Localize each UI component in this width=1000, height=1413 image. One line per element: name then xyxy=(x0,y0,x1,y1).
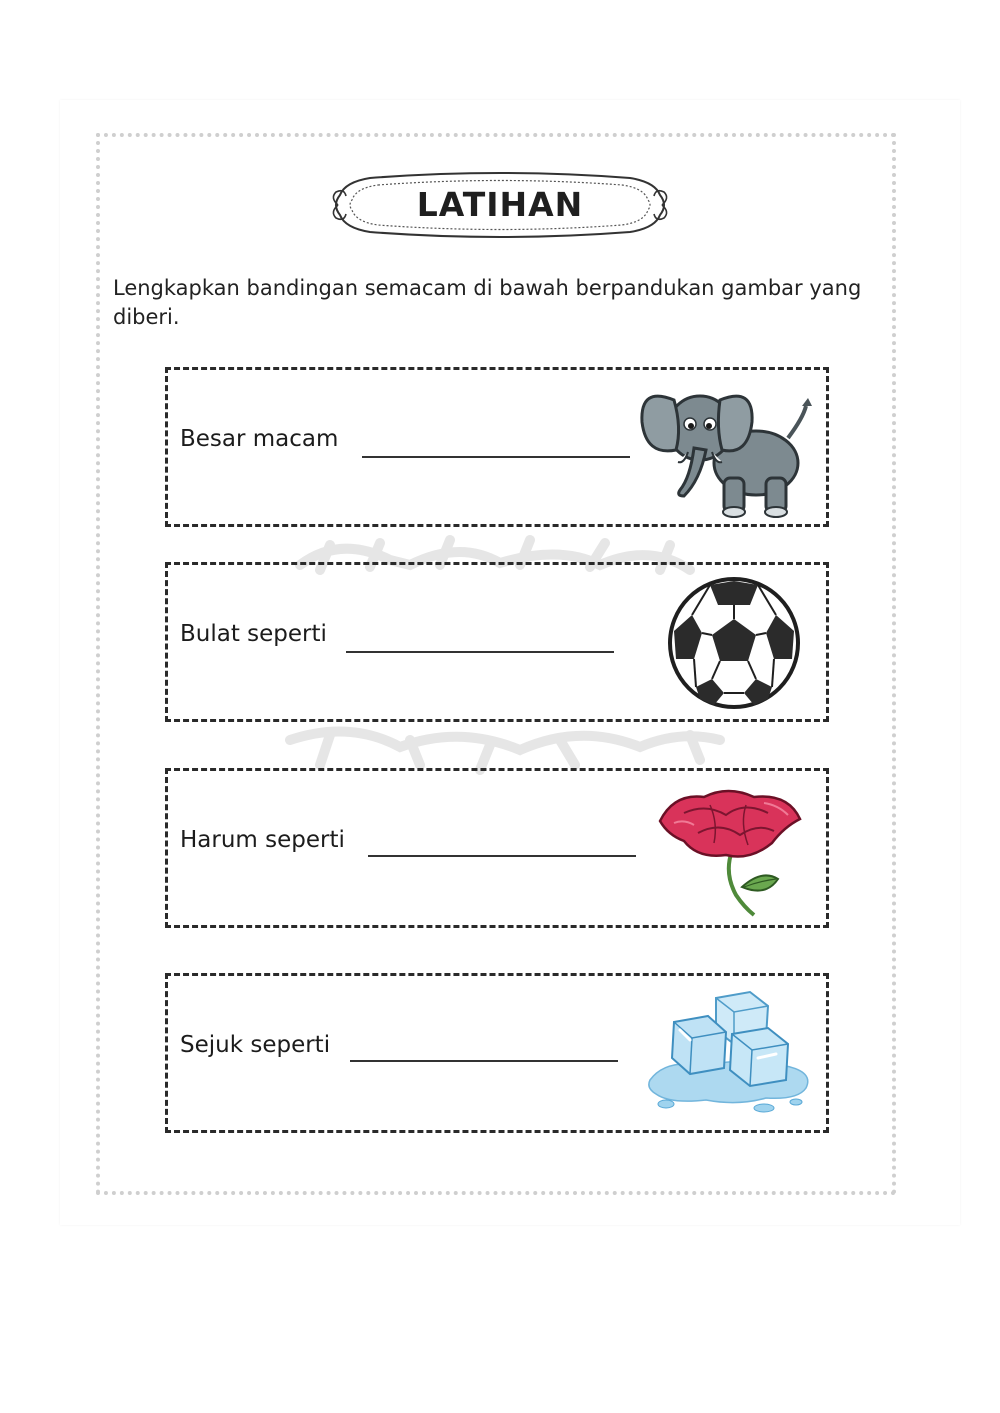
exercise-box-2 xyxy=(165,562,829,722)
instruction-text: Lengkapkan bandingan semacam di bawah berpandukan gambar yang diberi. xyxy=(113,276,862,329)
elephant-image xyxy=(638,378,823,520)
page-title: LATIHAN xyxy=(416,185,584,224)
exercise-box-3 xyxy=(165,768,829,928)
exercise-label-1: Besar macam xyxy=(180,426,339,452)
title-banner xyxy=(330,170,670,240)
exercise-label-3: Harum seperti xyxy=(180,827,345,853)
answer-line-2[interactable] xyxy=(346,651,614,653)
exercise-box-1 xyxy=(165,367,829,527)
ice-cubes-image xyxy=(646,988,816,1118)
exercise-label-4: Sejuk seperti xyxy=(180,1032,331,1058)
exercise-box-4 xyxy=(165,973,829,1133)
exercise-label-2: Bulat seperti xyxy=(180,621,327,647)
rose-image xyxy=(654,783,804,923)
answer-line-1[interactable] xyxy=(362,456,630,458)
answer-line-4[interactable] xyxy=(350,1060,618,1062)
answer-line-3[interactable] xyxy=(368,855,636,857)
soccer-ball-image xyxy=(666,575,802,711)
